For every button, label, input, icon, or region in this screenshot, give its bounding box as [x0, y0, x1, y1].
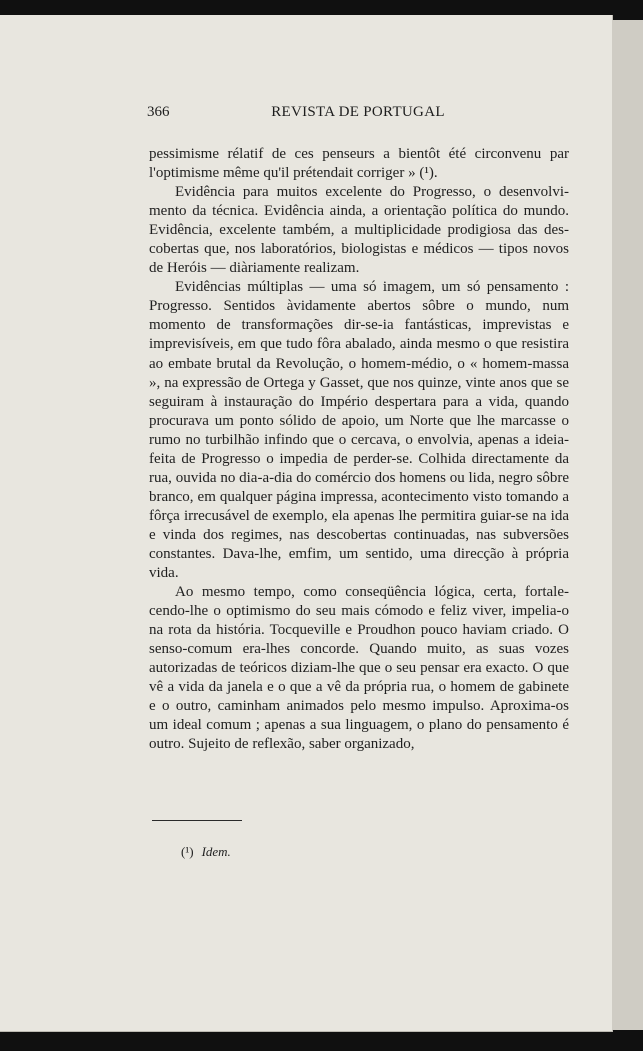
paragraph-4: Ao mesmo tempo, como conseqüência lógica, certa, fortalecendo-lhe o optimismo do seu mais cómodo e feliz viver, impelia-o na rota da história. Tocqueville e Proudhon pouco haviam criado. O senso-comum era-lhes concorde. Quando muito, as suas vozes autorizadas de teóricos diziam-lhe que o seu pensar era exacto. O que vê a vida da janela e o que a vê da própria rua, o homem de gabinete e o outro, caminham animados pelo mesmo impulso. Aproxima-os um ideal comum ; apenas a sua linguagem, o plano do pensamento é outro. Sujeito de reflexão, saber organizado, — [149, 584, 569, 753]
facing-page-edge — [612, 20, 643, 1030]
footnote-rule — [152, 820, 242, 821]
footnote — [181, 844, 231, 860]
footnote-marker: (¹) — [181, 844, 194, 859]
paragraph-2: Evidência para muitos excelente do Progresso, o desenvolvimento da técnica. Evidência ainda, a orientação política do mundo. Evidência, excelente também, a multiplicidade prodigiosa das descobertas que, nos laboratórios, biologistas e médicos — tipos novos de Heróis — diàriamente realizam. — [149, 184, 569, 277]
paragraph-3: Evidências múltiplas — uma só imagem, um só pensamento : Progresso. Sentidos àvidamente abertos sôbre o mundo, num momento de transformações dir-se-ia fantásticas, imprevistas e imprevisíveis, em que tudo fôra abalado, ainda mesmo o que resistira ao embate brutal da Revolução, o homem-médio, o « homem-massa », na expressão de Ortega y Gasset, que nos quinze, vinte anos que se seguiram à instauração do Império despertara para a vida, quando procurava um ponto sólido de apoio, um Norte que lhe marcasse o rumo no turbilhão infindo que o cercava, o envolvia, apenas a ideia-feita de Progresso o impedia de perder-se. Colhida directamente da rua, ouvida no dia-a-dia do comércio dos homens ou lida, negro sôbre branco, em qualquer página impressa, acontecimento visto tomando a fôrça irrecusável de exemplo, ela apenas lhe permitira guiar-se na ida e vinda dos regimes, nas descobertas continuadas, nas subversões constantes. Dava-lhe, emfim, um sentido, uma direcção à própria vida. — [149, 279, 569, 582]
body-text — [149, 145, 569, 755]
page-number: 366 — [147, 104, 170, 120]
footnote-text: Idem. — [201, 844, 231, 859]
paragraph-1: pessimisme rélatif de ces penseurs a bientôt été circonvenu par l'optimisme même qu'il prétendait corriger » (¹). — [149, 146, 569, 182]
running-title: REVISTA DE PORTUGAL — [271, 104, 445, 120]
page-header — [147, 104, 569, 128]
